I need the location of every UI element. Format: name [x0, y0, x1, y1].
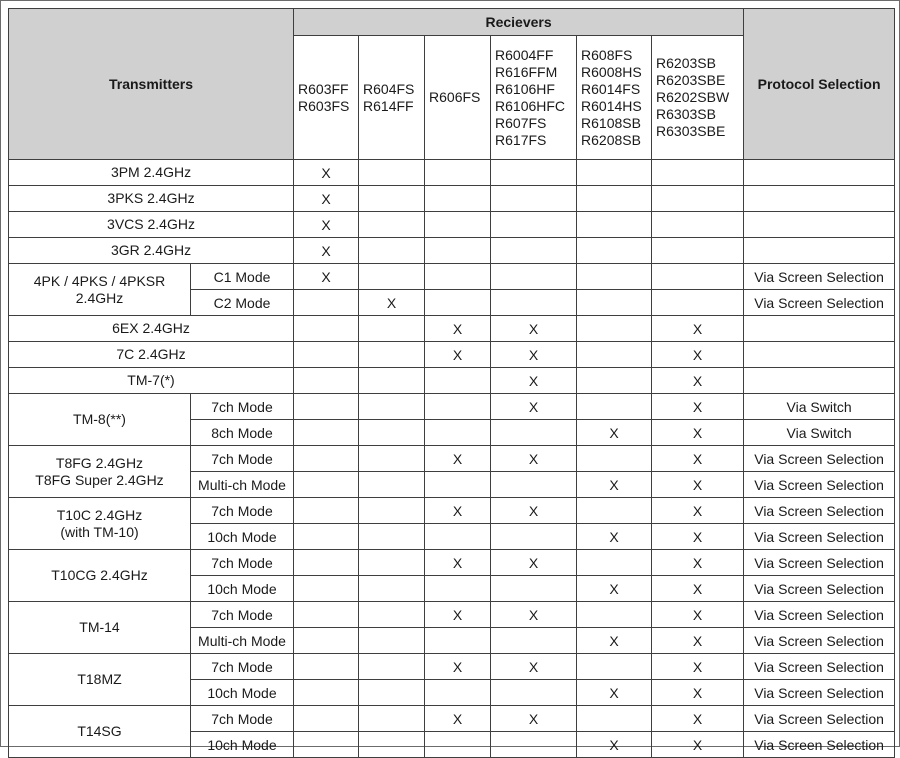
compatibility-cell — [491, 186, 577, 212]
compatibility-cell: X — [491, 394, 577, 420]
compatibility-cell — [359, 680, 425, 706]
receiver-column-header — [577, 36, 652, 160]
protocol-cell: Via Screen Selection — [744, 446, 895, 472]
transmitter-name — [9, 394, 191, 446]
protocol-cell — [744, 160, 895, 186]
compatibility-cell — [425, 290, 491, 316]
compatibility-cell — [577, 498, 652, 524]
compatibility-cell — [294, 446, 359, 472]
compatibility-cell: X — [652, 680, 744, 706]
compatibility-cell — [425, 264, 491, 290]
compatibility-cell — [359, 394, 425, 420]
transmitter-name — [9, 602, 191, 654]
transmitter-name-line: 3GR 2.4GHz — [110, 242, 192, 258]
compatibility-cell — [359, 160, 425, 186]
table-row — [9, 368, 895, 394]
compatibility-cell — [294, 680, 359, 706]
protocol-cell — [744, 368, 895, 394]
transmitter-mode: 7ch Mode — [191, 394, 294, 420]
compatibility-cell — [294, 524, 359, 550]
receiver-model: R6106HFC — [495, 97, 566, 114]
compatibility-cell: X — [359, 290, 425, 316]
compatibility-cell: X — [652, 394, 744, 420]
transmitter-name-line: T18MZ — [77, 671, 122, 687]
compatibility-cell — [294, 472, 359, 498]
receiver-model: R604FS — [363, 80, 415, 97]
compatibility-cell — [491, 212, 577, 238]
table-row — [9, 394, 895, 420]
receiver-column-header — [294, 36, 359, 160]
protocol-cell: Via Screen Selection — [744, 524, 895, 550]
protocol-cell: Via Screen Selection — [744, 628, 895, 654]
table-row — [9, 342, 895, 368]
transmitter-name-line: T8FG Super 2.4GHz — [35, 471, 164, 488]
compatibility-cell: X — [425, 654, 491, 680]
compatibility-cell — [359, 316, 425, 342]
compatibility-cell: X — [652, 732, 744, 758]
compatibility-cell — [425, 472, 491, 498]
receiver-model: R616FFM — [495, 63, 558, 80]
transmitter-name — [9, 264, 191, 316]
compatibility-cell — [491, 576, 577, 602]
compatibility-cell — [577, 264, 652, 290]
compatibility-cell — [425, 420, 491, 446]
compatibility-cell — [359, 550, 425, 576]
transmitter-name-line: TM-7(*) — [127, 372, 175, 388]
transmitter-name — [9, 550, 191, 602]
transmitter-mode: 7ch Mode — [191, 498, 294, 524]
compatibility-cell: X — [491, 446, 577, 472]
receiver-model: R614FF — [363, 97, 414, 114]
compatibility-cell — [294, 628, 359, 654]
receivers-header: Recievers — [294, 9, 744, 36]
transmitter-mode: C1 Mode — [191, 264, 294, 290]
compatibility-cell — [491, 680, 577, 706]
compatibility-cell — [577, 290, 652, 316]
receiver-column-header — [491, 36, 577, 160]
receiver-model: R608FS — [581, 46, 633, 63]
table-row — [9, 238, 895, 264]
compatibility-cell: X — [491, 342, 577, 368]
compatibility-cell — [425, 186, 491, 212]
compatibility-cell — [359, 472, 425, 498]
compatibility-cell — [359, 498, 425, 524]
protocol-cell: Via Screen Selection — [744, 550, 895, 576]
compatibility-cell: X — [425, 602, 491, 628]
compatibility-cell — [359, 732, 425, 758]
table-row — [9, 316, 895, 342]
compatibility-cell — [491, 238, 577, 264]
compatibility-cell — [577, 238, 652, 264]
protocol-cell — [744, 186, 895, 212]
transmitter-name-line: TM-8(**) — [73, 411, 126, 427]
protocol-cell: Via Switch — [744, 420, 895, 446]
compatibility-cell — [359, 524, 425, 550]
receiver-model: R6008HS — [581, 63, 642, 80]
receiver-model: R606FS — [429, 89, 481, 105]
compatibility-cell: X — [652, 316, 744, 342]
compatibility-cell — [294, 290, 359, 316]
compatibility-cell — [652, 264, 744, 290]
transmitter-name — [9, 212, 294, 238]
compatibility-cell — [577, 550, 652, 576]
compatibility-cell — [294, 576, 359, 602]
compatibility-cell: X — [425, 316, 491, 342]
table-row — [9, 264, 895, 290]
transmitter-mode: 7ch Mode — [191, 706, 294, 732]
transmitter-name-line: 3VCS 2.4GHz — [107, 216, 195, 232]
protocol-cell: Via Screen Selection — [744, 680, 895, 706]
compatibility-cell: X — [652, 550, 744, 576]
transmitter-name — [9, 368, 294, 394]
transmitter-name-line: 4PK / 4PKS / 4PKSR 2.4GHz — [33, 272, 166, 306]
compatibility-cell: X — [491, 368, 577, 394]
compatibility-cell — [425, 212, 491, 238]
compatibility-cell — [294, 550, 359, 576]
compatibility-cell — [577, 186, 652, 212]
transmitter-name — [9, 498, 191, 550]
protocol-cell — [744, 238, 895, 264]
compatibility-cell — [652, 212, 744, 238]
transmitter-name-line: T10C 2.4GHz — [56, 506, 143, 523]
compatibility-cell — [294, 420, 359, 446]
table-row — [9, 498, 895, 524]
compatibility-cell — [425, 576, 491, 602]
compatibility-cell: X — [491, 316, 577, 342]
compatibility-cell — [652, 238, 744, 264]
compatibility-cell — [577, 212, 652, 238]
compatibility-cell: X — [425, 706, 491, 732]
compatibility-cell — [294, 706, 359, 732]
compatibility-cell — [425, 628, 491, 654]
compatibility-cell — [359, 420, 425, 446]
table-row — [9, 446, 895, 472]
receiver-model: R6203SB — [656, 55, 716, 71]
compatibility-cell — [359, 706, 425, 732]
transmitter-mode: 7ch Mode — [191, 550, 294, 576]
transmitter-name — [9, 654, 191, 706]
compatibility-cell: X — [652, 342, 744, 368]
table-row — [9, 706, 895, 732]
compatibility-cell — [652, 160, 744, 186]
compatibility-cell: X — [652, 602, 744, 628]
compatibility-cell — [294, 654, 359, 680]
compatibility-cell: X — [652, 472, 744, 498]
compatibility-cell — [359, 186, 425, 212]
compatibility-cell: X — [294, 264, 359, 290]
transmitter-mode: 10ch Mode — [191, 732, 294, 758]
compatibility-cell — [577, 316, 652, 342]
receiver-model: R617FS — [495, 131, 547, 148]
compatibility-cell — [577, 446, 652, 472]
receiver-model: R6303SBE — [656, 123, 726, 139]
compatibility-cell — [425, 160, 491, 186]
compatibility-cell — [491, 628, 577, 654]
transmitter-mode: 7ch Mode — [191, 446, 294, 472]
compatibility-cell — [359, 342, 425, 368]
compatibility-cell: X — [577, 732, 652, 758]
compatibility-cell: X — [491, 550, 577, 576]
compatibility-cell — [359, 212, 425, 238]
compatibility-cell: X — [652, 420, 744, 446]
compatibility-cell — [577, 342, 652, 368]
transmitter-name-line: 3PM 2.4GHz — [110, 164, 192, 180]
table-row — [9, 160, 895, 186]
compatibility-cell — [491, 524, 577, 550]
transmitter-name — [9, 446, 191, 498]
compatibility-cell — [359, 628, 425, 654]
transmitter-mode: 10ch Mode — [191, 680, 294, 706]
compatibility-cell — [359, 602, 425, 628]
compatibility-cell: X — [425, 550, 491, 576]
compatibility-cell — [294, 368, 359, 394]
protocol-cell: Via Screen Selection — [744, 498, 895, 524]
compatibility-cell — [294, 602, 359, 628]
protocol-cell: Via Screen Selection — [744, 706, 895, 732]
transmitter-name-line: 7C 2.4GHz — [116, 346, 186, 362]
transmitter-mode: 7ch Mode — [191, 602, 294, 628]
compatibility-cell — [294, 498, 359, 524]
compatibility-cell — [294, 732, 359, 758]
compatibility-cell: X — [652, 628, 744, 654]
compatibility-cell — [425, 394, 491, 420]
compatibility-cell — [425, 368, 491, 394]
compatibility-cell — [652, 186, 744, 212]
compatibility-cell: X — [652, 706, 744, 732]
compatibility-cell — [294, 394, 359, 420]
compatibility-cell: X — [652, 576, 744, 602]
compatibility-cell — [359, 654, 425, 680]
transmitter-name-line: (with TM-10) — [60, 523, 139, 540]
receiver-column-header — [359, 36, 425, 160]
receiver-column-header — [425, 36, 491, 160]
protocol-cell: Via Screen Selection — [744, 290, 895, 316]
compatibility-cell — [577, 706, 652, 732]
transmitter-mode: 10ch Mode — [191, 576, 294, 602]
transmitters-header: Transmitters — [9, 9, 294, 160]
compatibility-cell — [491, 420, 577, 446]
receiver-model: R6108SB — [581, 114, 641, 131]
transmitter-name — [9, 160, 294, 186]
compatibility-cell — [425, 238, 491, 264]
compatibility-cell — [359, 446, 425, 472]
receiver-model: R607FS — [495, 114, 547, 131]
table-row — [9, 654, 895, 680]
compatibility-cell — [425, 524, 491, 550]
transmitter-name-line: T10CG 2.4GHz — [51, 567, 148, 583]
receiver-model: R6004FF — [495, 46, 554, 63]
compatibility-cell: X — [425, 342, 491, 368]
compatibility-cell: X — [577, 628, 652, 654]
protocol-cell: Via Switch — [744, 394, 895, 420]
compatibility-cell: X — [652, 368, 744, 394]
transmitter-name-line: T14SG — [77, 723, 122, 739]
compatibility-cell — [359, 368, 425, 394]
compatibility-cell: X — [294, 212, 359, 238]
compatibility-cell: X — [425, 498, 491, 524]
receiver-model: R6014FS — [581, 80, 641, 97]
compatibility-cell — [577, 160, 652, 186]
receiver-model: R6208SB — [581, 131, 641, 148]
transmitter-mode: 7ch Mode — [191, 654, 294, 680]
receiver-model: R6202SBW — [656, 89, 730, 105]
transmitter-mode: 8ch Mode — [191, 420, 294, 446]
compatibility-cell — [577, 654, 652, 680]
compatibility-cell — [577, 368, 652, 394]
compatibility-cell — [491, 290, 577, 316]
transmitter-mode: C2 Mode — [191, 290, 294, 316]
compatibility-cell — [491, 264, 577, 290]
compatibility-cell — [652, 290, 744, 316]
compatibility-cell: X — [577, 472, 652, 498]
receiver-model: R603FS — [298, 97, 350, 114]
receiver-model: R6203SBE — [656, 72, 726, 88]
protocol-cell: Via Screen Selection — [744, 576, 895, 602]
compatibility-table — [8, 8, 895, 758]
compatibility-cell — [425, 732, 491, 758]
transmitter-name — [9, 238, 294, 264]
protocol-cell — [744, 342, 895, 368]
compatibility-cell — [359, 264, 425, 290]
table-row — [9, 550, 895, 576]
compatibility-cell — [491, 160, 577, 186]
compatibility-cell: X — [577, 576, 652, 602]
transmitter-name — [9, 342, 294, 368]
compatibility-cell — [294, 316, 359, 342]
compatibility-cell: X — [577, 524, 652, 550]
transmitter-name-line: 3PKS 2.4GHz — [107, 190, 195, 206]
compatibility-cell — [491, 472, 577, 498]
compatibility-cell — [577, 602, 652, 628]
compatibility-cell — [294, 342, 359, 368]
receiver-model: R6014HS — [581, 97, 642, 114]
receiver-column-header — [652, 36, 744, 160]
compatibility-cell: X — [491, 706, 577, 732]
compatibility-cell: X — [294, 238, 359, 264]
table-row — [9, 212, 895, 238]
compatibility-cell: X — [491, 602, 577, 628]
transmitter-mode: Multi-ch Mode — [191, 472, 294, 498]
transmitter-name — [9, 706, 191, 758]
compatibility-cell — [359, 238, 425, 264]
compatibility-cell — [577, 394, 652, 420]
transmitter-name — [9, 186, 294, 212]
receiver-model: R603FF — [298, 80, 349, 97]
transmitter-mode: 10ch Mode — [191, 524, 294, 550]
transmitter-name — [9, 316, 294, 342]
compatibility-cell — [491, 732, 577, 758]
protocol-cell — [744, 316, 895, 342]
transmitter-name-line: TM-14 — [79, 619, 120, 635]
compatibility-cell: X — [577, 680, 652, 706]
transmitter-mode: Multi-ch Mode — [191, 628, 294, 654]
table-row — [9, 602, 895, 628]
protocol-cell: Via Screen Selection — [744, 472, 895, 498]
receiver-model: R6106HF — [495, 80, 555, 97]
protocol-cell: Via Screen Selection — [744, 264, 895, 290]
table-row — [9, 186, 895, 212]
compatibility-cell: X — [491, 654, 577, 680]
compatibility-cell: X — [652, 446, 744, 472]
protocol-header: Protocol Selection — [744, 9, 895, 160]
protocol-cell — [744, 212, 895, 238]
receiver-model: R6303SB — [656, 106, 716, 122]
protocol-cell: Via Screen Selection — [744, 602, 895, 628]
compatibility-cell: X — [491, 498, 577, 524]
protocol-cell: Via Screen Selection — [744, 732, 895, 758]
compatibility-cell: X — [425, 446, 491, 472]
compatibility-cell — [425, 680, 491, 706]
compatibility-cell: X — [652, 498, 744, 524]
compatibility-cell — [359, 576, 425, 602]
transmitter-name-line: 6EX 2.4GHz — [112, 320, 190, 336]
compatibility-cell: X — [652, 654, 744, 680]
transmitter-name-line: T8FG 2.4GHz — [55, 454, 144, 471]
compatibility-cell: X — [294, 186, 359, 212]
compatibility-cell: X — [294, 160, 359, 186]
compatibility-cell: X — [577, 420, 652, 446]
compatibility-cell: X — [652, 524, 744, 550]
protocol-cell: Via Screen Selection — [744, 654, 895, 680]
